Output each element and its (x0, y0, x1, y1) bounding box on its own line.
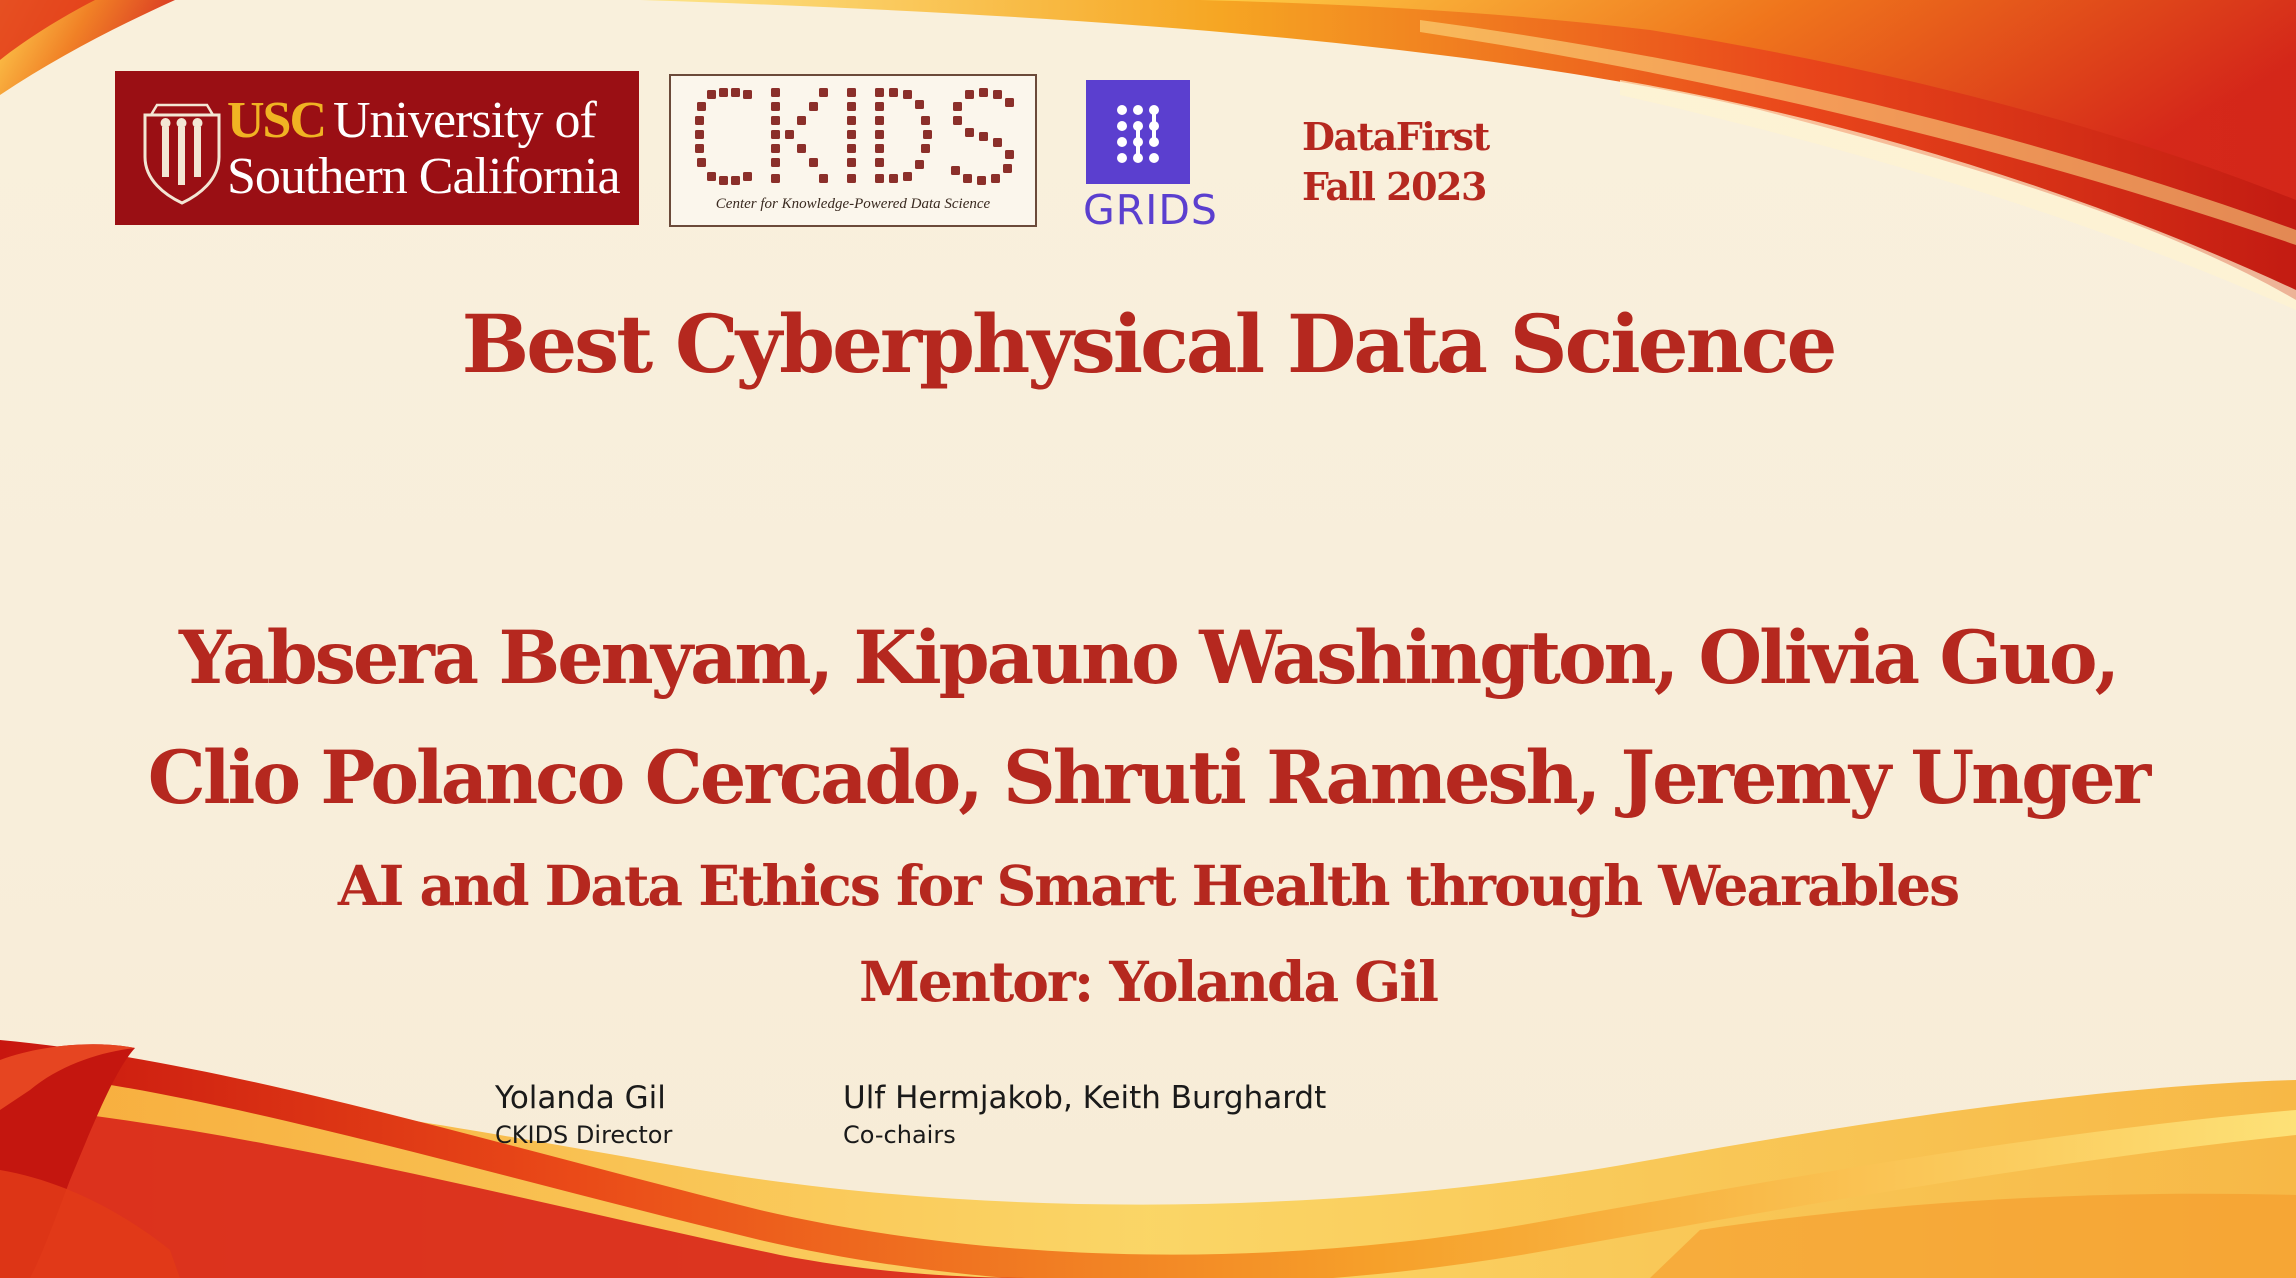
event-name: DataFirst (1302, 114, 1489, 159)
event-term: Fall 2023 (1302, 164, 1486, 209)
grids-logo-icon (1086, 80, 1190, 184)
usc-logo (115, 71, 639, 225)
signatory-role: CKIDS Director (495, 1121, 673, 1149)
signatory-name: Yolanda Gil (495, 1080, 666, 1116)
ckids-dot-wordmark (693, 86, 1017, 190)
event-label (1302, 112, 1489, 212)
award-title: Best Cyberphysical Data Science (461, 297, 1835, 391)
usc-line2: Southern California (227, 148, 620, 205)
signatory-name: Ulf Hermjakob, Keith Burghardt (843, 1080, 1327, 1116)
signatory-role: Co-chairs (843, 1121, 956, 1149)
usc-line1: University of (333, 92, 596, 149)
ckids-logo (669, 74, 1037, 227)
team-members-line-1: Yabsera Benyam, Kipauno Washington, Olivia Guo, (178, 615, 2117, 701)
mentor-line: Mentor: Yolanda Gil (858, 949, 1438, 1014)
ckids-caption: Center for Knowledge-Powered Data Science (715, 196, 991, 212)
usc-mark: USC (227, 92, 326, 149)
grids-wordmark: GRIDS (1083, 186, 1218, 234)
team-members-line-2: Clio Polanco Cercado, Shruti Ramesh, Jeremy Unger (147, 735, 2149, 821)
project-title: AI and Data Ethics for Smart Health through Wearables (337, 853, 1959, 918)
usc-seal-icon (137, 95, 227, 205)
